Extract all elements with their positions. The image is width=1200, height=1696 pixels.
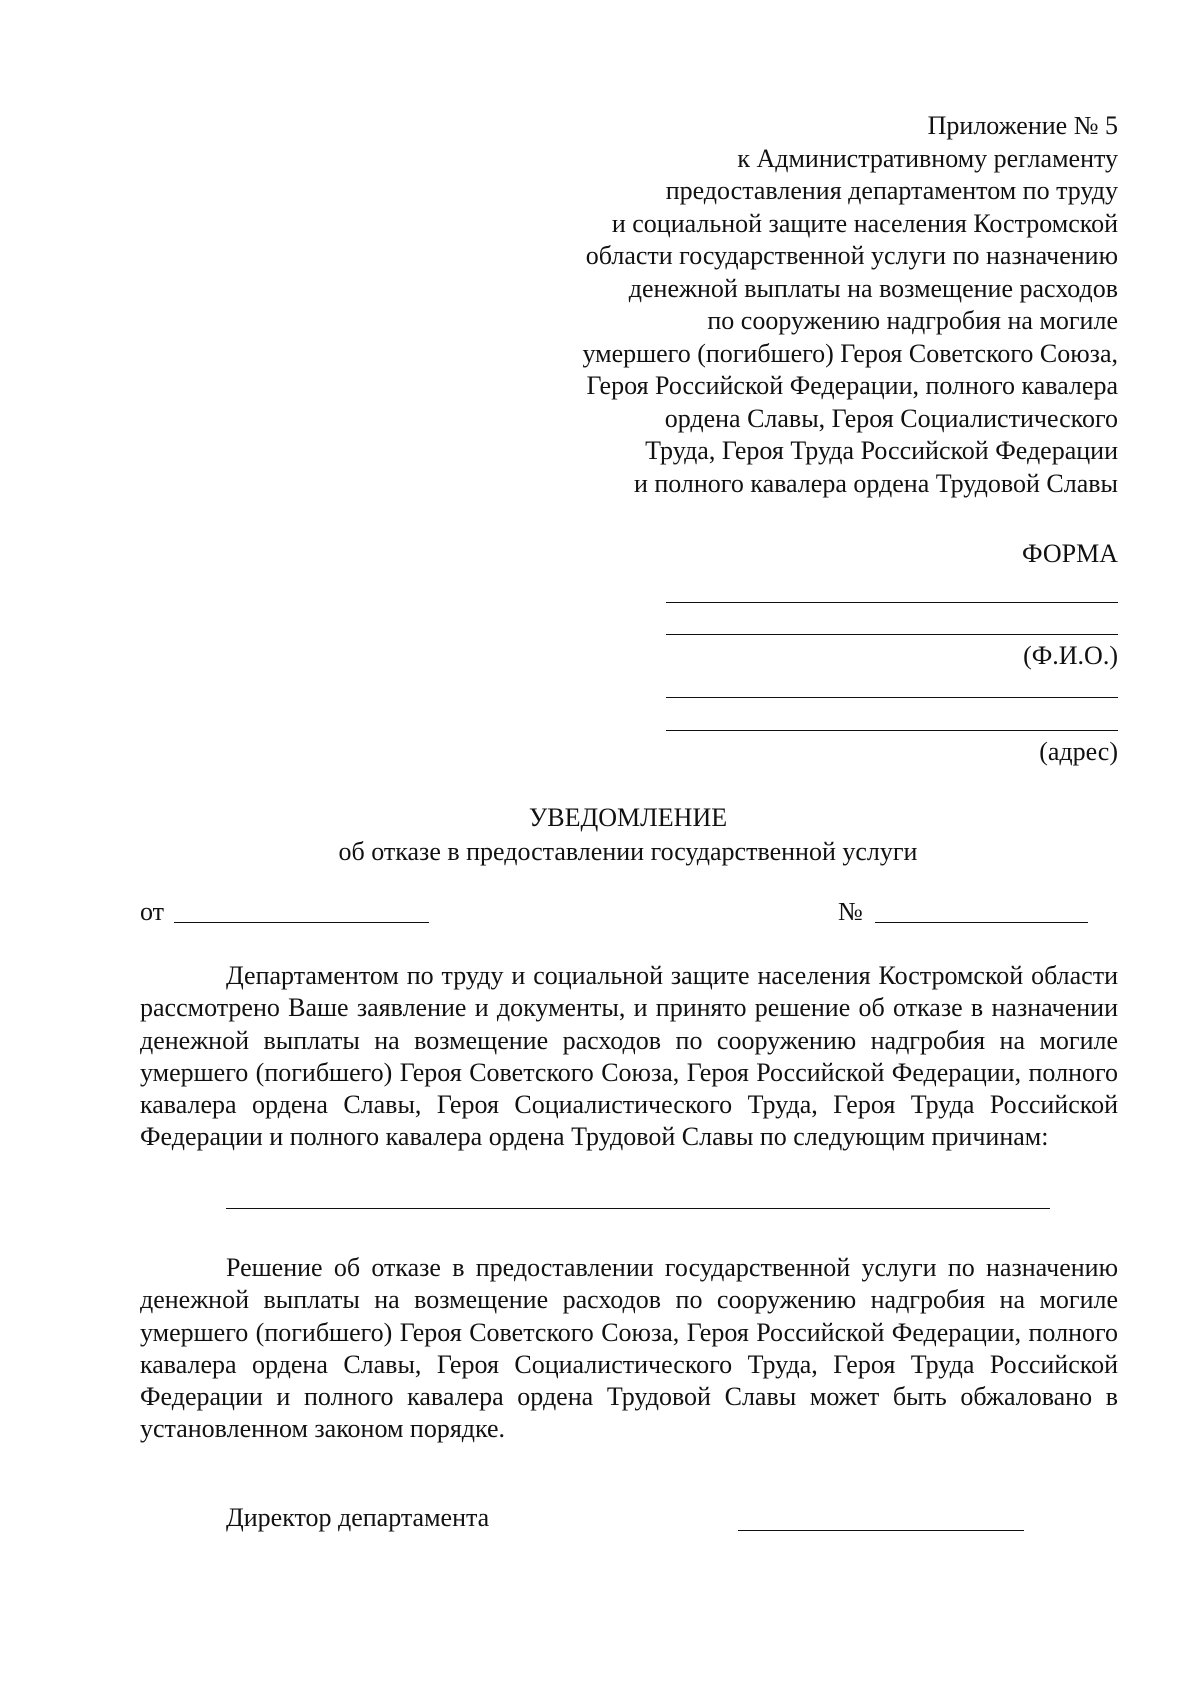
- header-line: Труда, Героя Труда Российской Федерации: [645, 436, 1118, 465]
- reasons-blank-line: [226, 1208, 1050, 1209]
- address-blank-line-2: [666, 730, 1118, 731]
- header-line: по сооружению надгробия на могиле: [707, 306, 1118, 335]
- header-line: предоставления департаментом по труду: [665, 176, 1118, 205]
- form-label: ФОРМА: [1022, 539, 1118, 568]
- header-line: и полного кавалера ордена Трудовой Славы: [633, 468, 1118, 498]
- appendix-header: [498, 110, 1118, 500]
- signature-label: Директор департамента: [226, 1503, 490, 1532]
- number-label: №: [838, 897, 863, 926]
- date-blank-line: [174, 922, 429, 923]
- notice-title: УВЕДОМЛЕНИЕ: [528, 803, 728, 832]
- header-line: и социальной защите населения Костромской: [611, 208, 1118, 238]
- signature-blank-line: [738, 1530, 1024, 1531]
- appeal-paragraph: Решение об отказе в предоставлении государственной услуги по назначению денежной выплаты на возмещение расходов по сооружению надгробия на могиле умершего (погибшего) Героя Советского Союза, Героя Российской Федерации, полного кавалера ордена Славы, Героя Социалистического Труда, Героя Труда Российской Федерации и полного кавалера ордена Трудовой Славы может быть обжаловано в установленном законом порядке.: [140, 1253, 1118, 1444]
- notice-subtitle: об отказе в предоставлении государственной услуги: [338, 837, 918, 866]
- header-line: умершего (погибшего) Героя Советского Союза,: [582, 338, 1118, 368]
- header-line: денежной выплаты на возмещение расходов: [628, 273, 1118, 303]
- fio-caption: (Ф.И.О.): [1023, 641, 1118, 670]
- date-number-row: [140, 896, 1100, 930]
- header-line: Героя Российской Федерации, полного кавалера: [586, 371, 1118, 400]
- fio-blank-line-2: [666, 634, 1118, 635]
- date-label: от: [140, 897, 165, 926]
- header-line: области государственной услуги по назначению: [585, 241, 1118, 270]
- header-line: ордена Славы, Героя Социалистического: [664, 403, 1118, 433]
- number-blank-line: [875, 922, 1088, 923]
- refusal-paragraph: Департаментом по труду и социальной защите населения Костромской области рассмотрено Ваше заявление и документы, и принято решение об отказе в назначении денежной выплаты на возмещение расходов по сооружению надгробия на могиле умершего (погибшего) Героя Советского Союза, Героя Российской Федерации, полного кавалера ордена Славы, Героя Социалистического Труда, Героя Труда Российской Федерации и полного кавалера ордена Трудовой Славы по следующим причинам:: [140, 961, 1118, 1152]
- address-caption: (адрес): [1039, 737, 1118, 766]
- header-line: Приложение № 5: [927, 111, 1118, 140]
- fio-blank-line-1: [666, 602, 1118, 603]
- address-blank-line-1: [666, 697, 1118, 698]
- header-line: к Административному регламенту: [737, 143, 1118, 173]
